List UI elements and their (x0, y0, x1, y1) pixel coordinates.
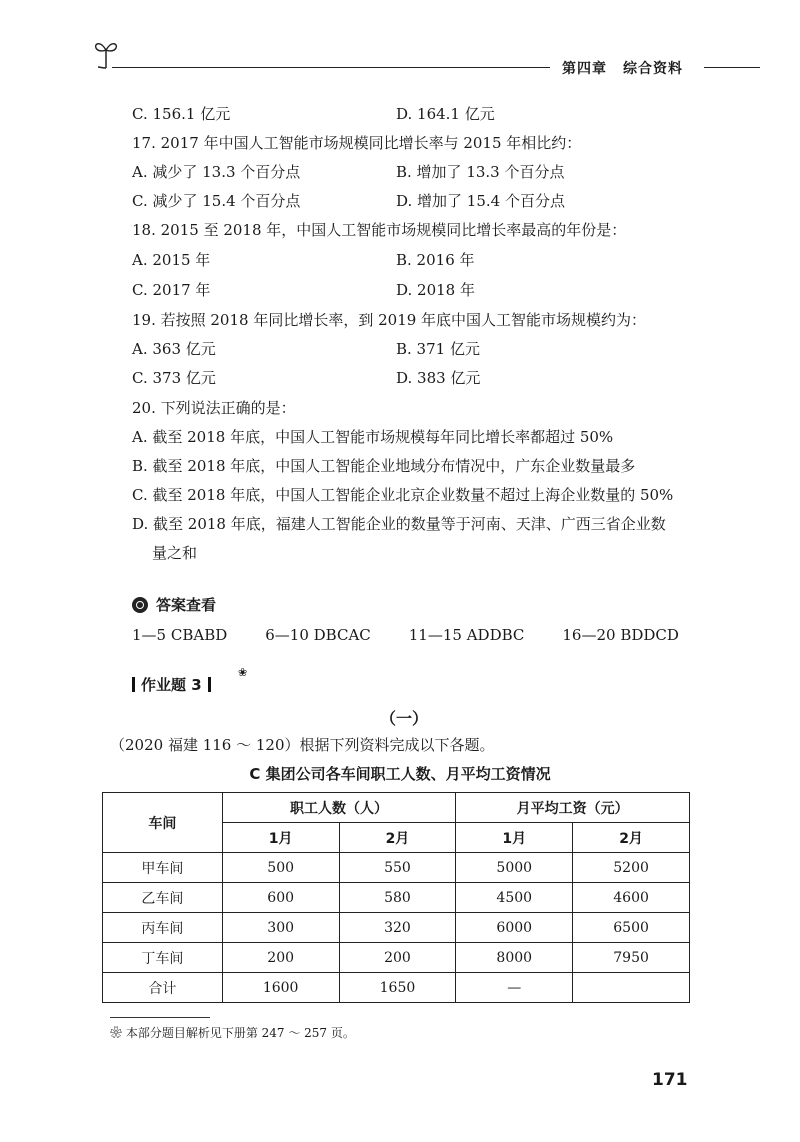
page-number: 171 (652, 1070, 688, 1090)
homework-heading (132, 674, 211, 695)
table-row-total (103, 973, 690, 1003)
table-row (103, 913, 690, 943)
q19-option-d: D. 383 亿元 (396, 369, 481, 387)
q20-option-d: D. 截至 2018 年底，福建人工智能企业的数量等于河南、天津、广西三省企业数 (132, 515, 666, 533)
q20-stem: 20. 下列说法正确的是： (132, 399, 296, 417)
wage-feb (573, 973, 690, 1003)
q17-option-d: D. 增加了 15.4 个百分点 (396, 192, 565, 210)
wage-feb: 4600 (573, 883, 690, 913)
workshop-table (102, 792, 690, 1003)
answer-group: 16—20 BDDCD (562, 626, 679, 644)
header-staff: 职工人数（人） (222, 793, 456, 823)
table-row (103, 943, 690, 973)
wage-feb: 6500 (573, 913, 690, 943)
staff-jan: 1600 (222, 973, 339, 1003)
wage-jan: — (456, 973, 573, 1003)
q19-option-b: B. 371 亿元 (396, 340, 480, 358)
q20-option-c: C. 截至 2018 年底，中国人工智能企业北京企业数量不超过上海企业数量的 50% (132, 486, 674, 504)
chapter-label: 第四章 (562, 61, 607, 77)
running-header (92, 36, 760, 76)
q17-option-c: C. 减少了 15.4 个百分点 (132, 192, 301, 210)
table-row (103, 883, 690, 913)
q18-stem: 18. 2015 至 2018 年，中国人工智能市场规模同比增长率最高的年份是： (132, 221, 627, 239)
sprout-icon (92, 36, 120, 70)
header-workshop: 车间 (103, 793, 223, 853)
table-row (103, 853, 690, 883)
footnote: ❀ 本部分题目解析见下册第 247 ～ 257 页。 (110, 1026, 355, 1040)
section-label: 综合资料 (623, 61, 683, 77)
wage-jan: 6000 (456, 913, 573, 943)
answers-title: 答案查看 (156, 596, 217, 614)
footnote-rule (110, 1017, 210, 1018)
answer-group: 1—5 CBABD (132, 626, 228, 644)
workshop-name: 合计 (103, 973, 223, 1003)
q16-option-d: D. 164.1 亿元 (396, 105, 495, 123)
staff-feb: 320 (339, 913, 456, 943)
q17-option-a: A. 减少了 13.3 个百分点 (132, 163, 301, 181)
wage-jan: 8000 (456, 943, 573, 973)
staff-jan: 500 (222, 853, 339, 883)
workshop-name: 丙车间 (103, 913, 223, 943)
wage-feb: 7950 (573, 943, 690, 973)
q18-option-a: A. 2015 年 (132, 251, 211, 269)
q20-option-d-continued: 量之和 (152, 544, 198, 562)
wage-jan: 5000 (456, 853, 573, 883)
table-title: C 集团公司各车间职工人数、月平均工资情况 (249, 765, 551, 783)
answer-icon (132, 597, 148, 613)
section-number: （一） (380, 709, 429, 728)
header-rule-right (704, 67, 760, 68)
question-intro: （2020 福建 116 ～ 120）根据下列资料完成以下各题。 (110, 736, 495, 754)
homework-title: 作业题 3 (141, 676, 202, 694)
q19-stem: 19. 若按照 2018 年同比增长率，到 2019 年底中国人工智能市场规模约为： (132, 311, 647, 329)
q18-option-c: C. 2017 年 (132, 281, 211, 299)
staff-feb: 550 (339, 853, 456, 883)
q18-option-b: B. 2016 年 (396, 251, 475, 269)
header-wage-feb: 2月 (573, 823, 690, 853)
staff-feb: 200 (339, 943, 456, 973)
workshop-name: 丁车间 (103, 943, 223, 973)
footnote-mark: ❀ (238, 666, 248, 679)
header-wage: 月平均工资（元） (456, 793, 690, 823)
answer-group: 6—10 DBCAC (265, 626, 371, 644)
wage-jan: 4500 (456, 883, 573, 913)
answers-heading (132, 594, 216, 615)
workshop-name: 乙车间 (103, 883, 223, 913)
answer-key (132, 626, 679, 644)
q18-option-d: D. 2018 年 (396, 281, 475, 299)
q19-option-c: C. 373 亿元 (132, 369, 216, 387)
header-rule-left (112, 67, 550, 68)
q17-stem: 17. 2017 年中国人工智能市场规模同比增长率与 2015 年相比约： (132, 134, 582, 152)
staff-jan: 300 (222, 913, 339, 943)
q20-option-a: A. 截至 2018 年底，中国人工智能市场规模每年同比增长率都超过 50% (132, 428, 614, 446)
header-wage-jan: 1月 (456, 823, 573, 853)
q16-option-c: C. 156.1 亿元 (132, 105, 231, 123)
answer-group: 11—15 ADDBC (408, 626, 525, 644)
header-staff-jan: 1月 (222, 823, 339, 853)
q17-option-b: B. 增加了 13.3 个百分点 (396, 163, 565, 181)
heading-bar-right (208, 677, 211, 692)
staff-feb: 1650 (339, 973, 456, 1003)
q19-option-a: A. 363 亿元 (132, 340, 216, 358)
staff-jan: 600 (222, 883, 339, 913)
workshop-name: 甲车间 (103, 853, 223, 883)
staff-feb: 580 (339, 883, 456, 913)
heading-bar-left (132, 677, 135, 692)
wage-feb: 5200 (573, 853, 690, 883)
chapter-heading (562, 58, 683, 78)
q20-option-b: B. 截至 2018 年底，中国人工智能企业地域分布情况中，广东企业数量最多 (132, 457, 636, 475)
header-staff-feb: 2月 (339, 823, 456, 853)
staff-jan: 200 (222, 943, 339, 973)
